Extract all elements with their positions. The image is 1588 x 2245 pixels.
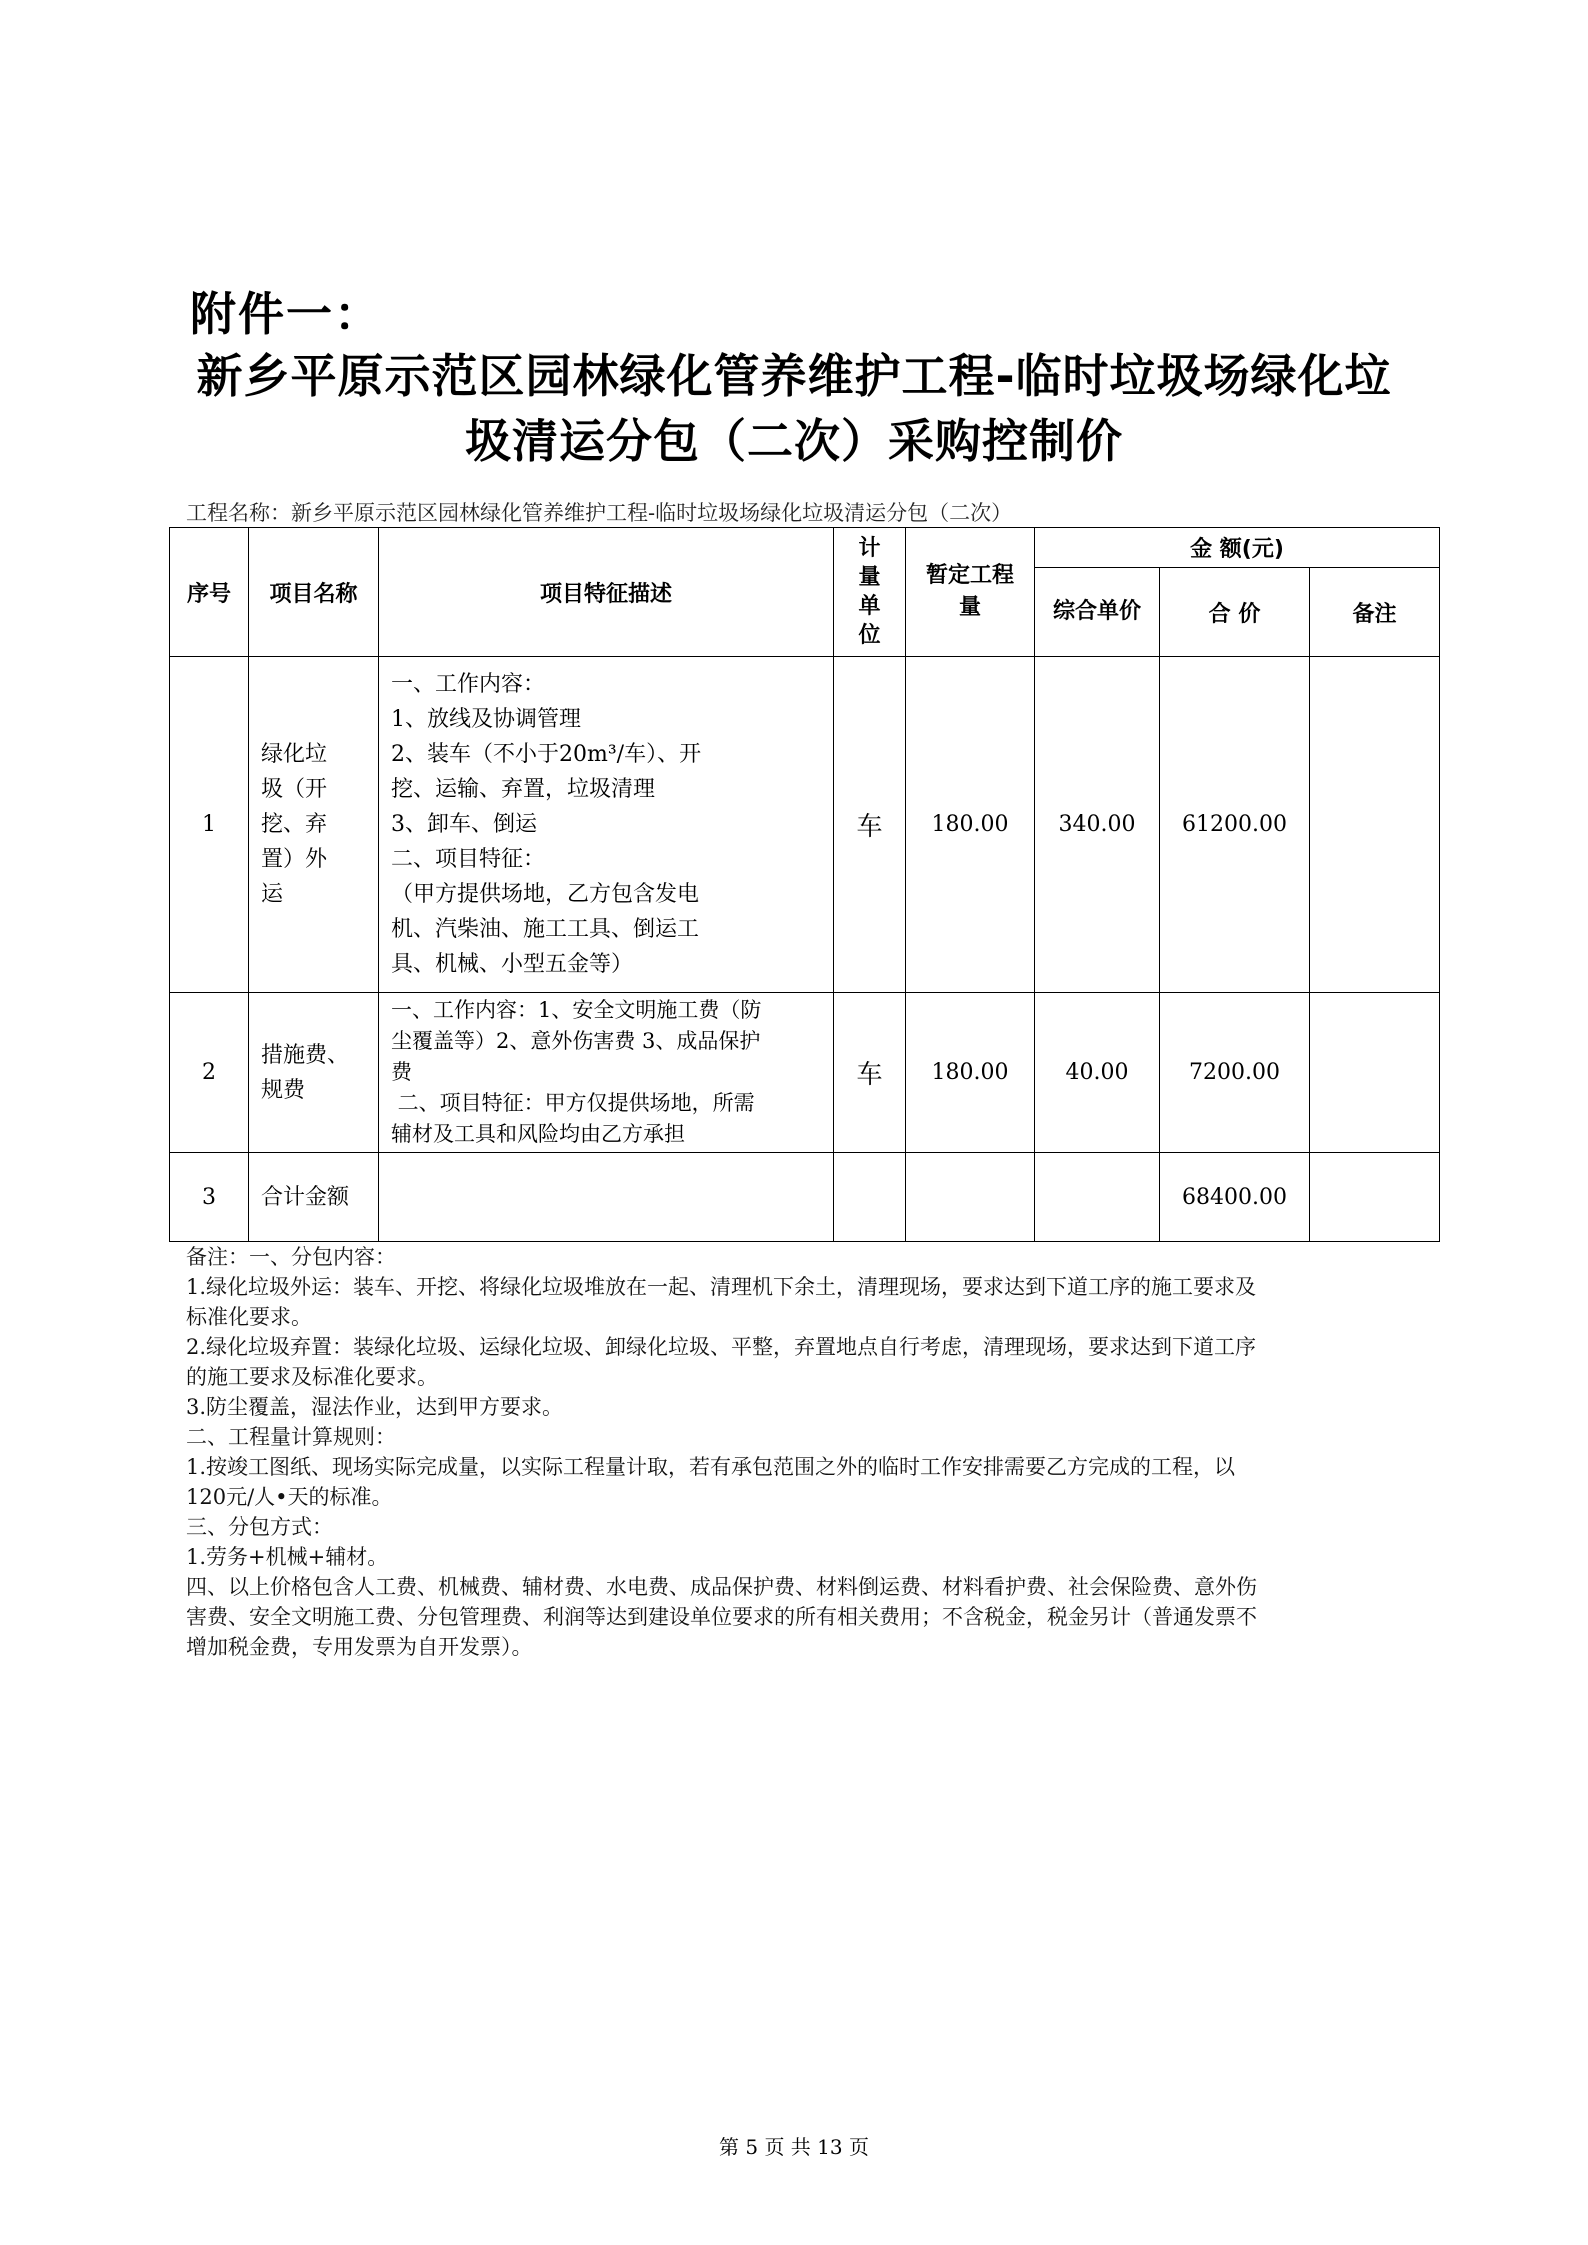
note-line: 备注：一、分包内容： [186,1245,396,1269]
row-feature-desc [379,1153,834,1242]
page-footer: 第 5 页 共 13 页 [719,2135,869,2159]
note-line: 增加税金费，专用发票为自开发票）。 [186,1635,533,1659]
row-quantity: 180.00 [906,993,1035,1153]
row-total: 7200.00 [1160,993,1310,1153]
row-unit-price: 40.00 [1035,993,1160,1153]
table-row [170,1153,1440,1242]
note-line: 3.防尘覆盖，湿法作业，达到甲方要求。 [186,1395,564,1419]
row-remark [1310,993,1440,1153]
row-unit-price [1035,1153,1160,1242]
row-remark [1310,1153,1440,1242]
header-unit-price: 综合单价 [1035,568,1160,657]
note-line: 三、分包方式： [186,1515,333,1539]
row-item-name: 绿化垃 圾（开 挖、弃 置）外 运 [249,657,379,993]
note-line: 2.绿化垃圾弃置：装绿化垃圾、运绿化垃圾、卸绿化垃圾、平整，弃置地点自行考虑，清理现场，要求达到下道工序 [186,1335,1257,1359]
row-total: 68400.00 [1160,1153,1310,1242]
header-seq: 序号 [170,528,249,657]
header-unit: 计 量 单 位 [834,528,906,657]
row-unit-price: 340.00 [1035,657,1160,993]
table-row [170,993,1440,1153]
row-seq: 2 [170,993,249,1153]
document-title-line-2: 圾清运分包（二次）采购控制价 [465,414,1123,468]
note-line: 的施工要求及标准化要求。 [186,1365,438,1389]
row-quantity: 180.00 [906,657,1035,993]
header-remark: 备注 [1310,568,1440,657]
row-quantity [906,1153,1035,1242]
note-line: 害费、安全文明施工费、分包管理费、利润等达到建设单位要求的所有相关费用；不含税金，税金另计（普通发票不 [186,1605,1257,1629]
note-line: 1.按竣工图纸、现场实际完成量，以实际工程量计取，若有承包范围之外的临时工作安排需要乙方完成的工程，以 [186,1455,1236,1479]
note-line: 四、以上价格包含人工费、机械费、辅材费、水电费、成品保护费、材料倒运费、材料看护费、社会保险费、意外伤 [186,1575,1257,1599]
table-row [170,657,1440,993]
price-table [169,527,1440,1242]
row-remark [1310,657,1440,993]
note-line: 二、工程量计算规则： [186,1425,396,1449]
attachment-label: 附件一： [190,287,382,341]
header-total-price: 合 价 [1160,568,1310,657]
project-name: 工程名称：新乡平原示范区园林绿化管养维护工程-临时垃圾场绿化垃圾清运分包（二次） [186,501,1013,525]
row-item-name: 措施费、 规费 [249,993,379,1153]
row-seq: 3 [170,1153,249,1242]
row-total: 61200.00 [1160,657,1310,993]
row-item-name: 合计金额 [249,1153,379,1242]
note-line: 1.劳务+机械+辅材。 [186,1545,389,1569]
row-feature-desc: 一、工作内容： 1、放线及协调管理 2、装车（不小于20m³/车）、开 挖、运输、弃置，垃圾清理 3、卸车、倒运 二、项目特征： （甲方提供场地，乙方包含发电 机、汽柴油、施工工具、倒运工 具、机械、小型五金等） [379,657,834,993]
row-seq: 1 [170,657,249,993]
note-line: 标准化要求。 [186,1305,312,1329]
row-feature-desc: 一、工作内容：1、安全文明施工费（防 尘覆盖等）2、意外伤害费 3、成品保护 费 二、项目特征：甲方仅提供场地，所需 辅材及工具和风险均由乙方承担 [379,993,834,1153]
note-line: 1.绿化垃圾外运：装车、开挖、将绿化垃圾堆放在一起、清理机下余土，清理现场，要求达到下道工序的施工要求及 [186,1275,1257,1299]
row-unit [834,1153,906,1242]
notes-section [186,1242,1416,1662]
document-title-line-1: 新乡平原示范区园林绿化管养维护工程-临时垃圾场绿化垃 [196,349,1392,403]
row-unit: 车 [834,657,906,993]
note-line: 120元/人•天的标准。 [186,1485,393,1509]
header-feature-desc: 项目特征描述 [379,528,834,657]
header-item-name: 项目名称 [249,528,379,657]
row-unit: 车 [834,993,906,1153]
header-amount-group: 金 额(元) [1035,528,1440,568]
header-quantity: 暂定工程量 [906,528,1035,657]
